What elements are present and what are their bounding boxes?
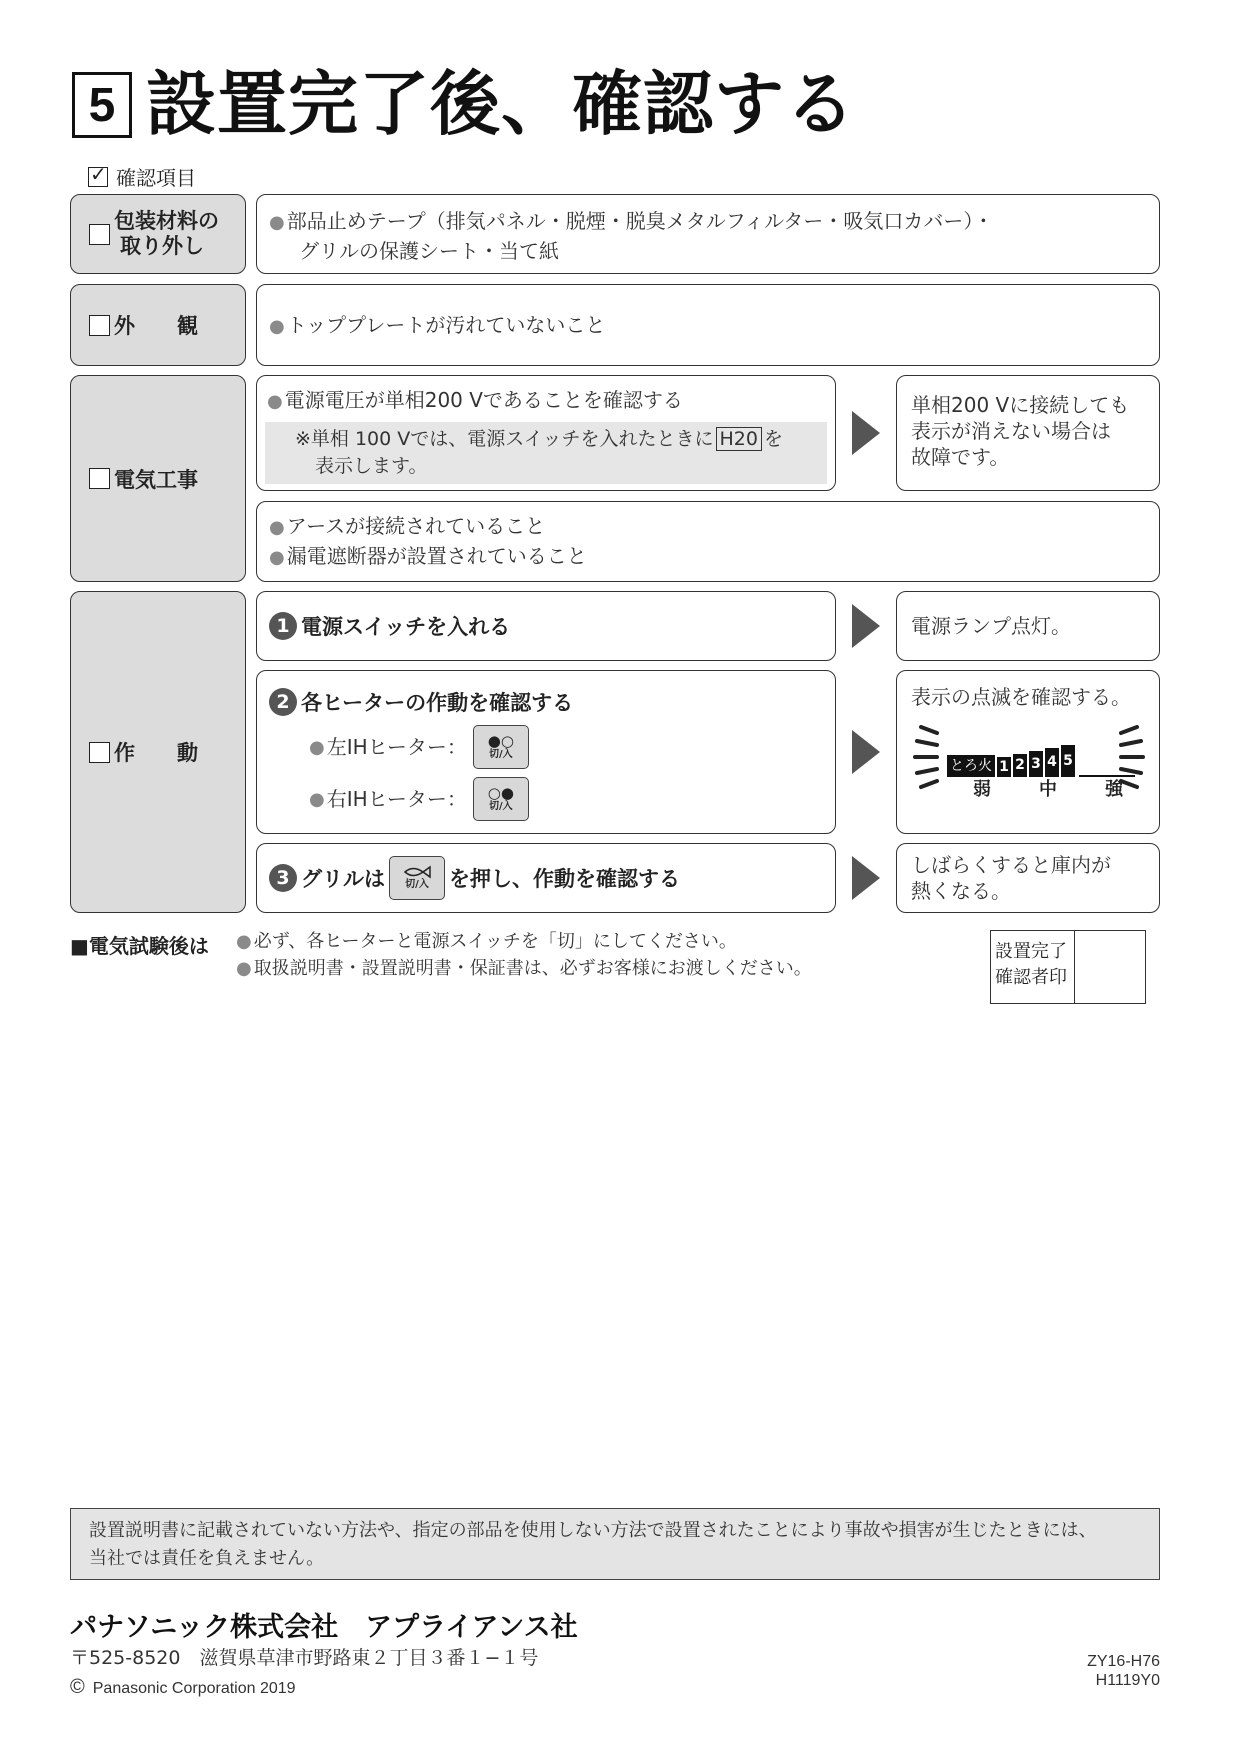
- checkbox-operation[interactable]: [89, 742, 110, 763]
- category-packing: [70, 194, 246, 274]
- arrow-right-icon: [852, 604, 880, 648]
- doc-code1: ZY16-H76: [1087, 1653, 1160, 1670]
- category-electrical: [70, 375, 246, 582]
- checkbox-checked-icon: ✓: [90, 161, 107, 186]
- left-heater-label: 左IHヒーター：: [326, 735, 467, 759]
- bullet-icon: ●: [236, 931, 252, 952]
- arrow-right-icon: [852, 730, 880, 774]
- section-number: 5: [88, 78, 116, 132]
- fish-icon: [403, 865, 431, 879]
- right-key-label: 切/入: [489, 801, 513, 812]
- step3-result-line2: 熱くなる。: [911, 879, 1011, 903]
- section-number-box: [72, 72, 132, 138]
- blink-rays-left-icon: [907, 725, 943, 795]
- bullet-icon: ●: [269, 316, 285, 337]
- left-heater-key-icon: [473, 725, 529, 769]
- bullet-icon: ●: [309, 788, 325, 810]
- step3-result-line1: しばらくすると庫内が: [911, 853, 1111, 877]
- voltage-result-line1: 単相200 Vに接続しても: [911, 393, 1130, 417]
- note-line2: 表示します。: [315, 455, 428, 477]
- company-name: パナソニック株式会社 アプライアンス社: [70, 1612, 578, 1643]
- stamp-box: [990, 930, 1146, 1004]
- voltage-note: [265, 422, 827, 484]
- note-pre: ※単相 100 Vでは、電源スイッチを入れたときに: [295, 428, 714, 450]
- level-segment-4: 4: [1045, 748, 1059, 777]
- arrow-right-icon: [852, 856, 880, 900]
- step3-result-box: [896, 843, 1160, 913]
- voltage-result-line3: 故障です。: [911, 445, 1010, 469]
- checklist-label: 確認項目: [116, 166, 196, 190]
- after-test-line2: 取扱説明書・設置説明書・保証書は、必ずお客様にお渡しください。: [253, 958, 812, 979]
- left-key-label: 切/入: [489, 749, 513, 760]
- category-operation: [70, 591, 246, 913]
- step3-box: [256, 843, 836, 913]
- copyright-text: Panasonic Corporation 2019: [92, 1680, 296, 1697]
- level-segments: [995, 745, 1075, 777]
- grill-key-label: 切/入: [405, 879, 429, 890]
- packing-line1: 部品止めテープ（排気パネル・脱煙・脱臭メタルフィルター・吸気口カバー）・: [286, 209, 994, 233]
- stamp-field[interactable]: [1075, 931, 1145, 1003]
- company-address: 〒525-8520 滋賀県草津市野路東２丁目３番１−１号: [70, 1647, 539, 1669]
- category-appearance-label: 外 観: [114, 314, 198, 338]
- step2-box: [256, 670, 836, 834]
- disclaimer-line1: 設置説明書に記載されていない方法や、指定の部品を使用しない方法で設置されたことにより事故や損害が生じたときには、: [89, 1520, 1097, 1541]
- simmer-label: とろ火: [947, 755, 995, 777]
- checklist-header: [88, 162, 196, 191]
- scale-weak: 弱: [973, 779, 991, 800]
- stamp-line2: 確認者印: [995, 967, 1067, 988]
- step1-text: 電源スイッチを入れる: [301, 615, 511, 639]
- level-segment-3: 3: [1029, 751, 1043, 777]
- bullet-icon: ●: [267, 391, 283, 412]
- voltage-check-box: [256, 375, 836, 491]
- level-segment-2: 2: [1013, 754, 1027, 777]
- step3-post: を押し、作動を確認する: [449, 867, 680, 891]
- copyright: [70, 1676, 296, 1699]
- stamp-label: [991, 931, 1075, 1003]
- step3-pre: グリルは: [301, 867, 385, 891]
- bullet-icon: ●: [236, 958, 252, 979]
- level-bar: [947, 745, 1135, 777]
- packing-detail-box: [256, 194, 1160, 274]
- breaker-text: 漏電遮断器が設置されていること: [286, 544, 587, 568]
- voltage-text: 電源電圧が単相200 Vであることを確認する: [284, 388, 683, 412]
- level-segment-1: 1: [997, 757, 1011, 777]
- level-scale: [973, 775, 1123, 801]
- step2-number: 2: [269, 688, 297, 716]
- checkbox-packing[interactable]: [89, 224, 110, 245]
- arrow-right-icon: [852, 411, 880, 455]
- category-appearance: [70, 284, 246, 366]
- copyright-icon: ©: [70, 1676, 85, 1698]
- bullet-icon: ●: [309, 736, 325, 758]
- disclaimer-box: [70, 1508, 1160, 1580]
- after-test-label: ■電気試験後は: [70, 934, 209, 958]
- left-key-symbol: ●○: [487, 732, 514, 750]
- checkbox-electrical[interactable]: [89, 468, 110, 489]
- voltage-result-box: [896, 375, 1160, 491]
- right-heater-key-icon: [473, 777, 529, 821]
- bullet-icon: ●: [269, 517, 285, 538]
- category-packing-line1: 包装材料の: [114, 209, 219, 233]
- heat-level-display: [911, 715, 1145, 815]
- earth-check-box: [256, 501, 1160, 582]
- step1-result-box: [896, 591, 1160, 661]
- step1-number: 1: [269, 612, 297, 640]
- level-segment-5: 5: [1061, 745, 1075, 777]
- document-codes: [1087, 1652, 1160, 1690]
- disclaimer-line2: 当社では責任を負えません。: [89, 1548, 325, 1569]
- scale-strong: 強: [1105, 779, 1123, 800]
- voltage-result-line2: 表示が消えない場合は: [911, 419, 1111, 443]
- right-key-symbol: ○●: [487, 784, 514, 802]
- after-test-notes: [236, 928, 812, 982]
- error-code-h20: H20: [716, 427, 762, 451]
- category-operation-label: 作 動: [114, 741, 198, 765]
- category-packing-line2: 取り外し: [120, 234, 204, 258]
- doc-code2: H1119Y0: [1095, 1672, 1160, 1689]
- step2-text: 各ヒーターの作動を確認する: [301, 691, 574, 715]
- after-test-line1: 必ず、各ヒーターと電源スイッチを「切」にしてください。: [253, 931, 737, 952]
- scale-mid: 中: [1039, 779, 1057, 800]
- step1-box: [256, 591, 836, 661]
- step2-result: 表示の点滅を確認する。: [911, 685, 1131, 709]
- bullet-icon: ●: [269, 547, 285, 568]
- appearance-detail-box: [256, 284, 1160, 366]
- note-post: を: [763, 428, 783, 450]
- packing-line2: グリルの保護シート・当て紙: [299, 239, 559, 263]
- level-empty-track: [1079, 755, 1135, 777]
- appearance-line1: トッププレートが汚れていないこと: [286, 313, 606, 337]
- grill-key-icon: [389, 856, 445, 900]
- earth-text: アースが接続されていること: [286, 514, 546, 538]
- step3-number: 3: [269, 864, 297, 892]
- step2-result-box: [896, 670, 1160, 834]
- page-title: 設置完了後、確認する: [146, 63, 856, 145]
- stamp-line1: 設置完了: [995, 941, 1067, 962]
- step1-result: 電源ランプ点灯。: [911, 614, 1071, 638]
- bullet-icon: ●: [269, 212, 285, 233]
- checkbox-appearance[interactable]: [89, 315, 110, 336]
- category-electrical-label: 電気工事: [114, 467, 198, 492]
- right-heater-label: 右IHヒーター：: [326, 787, 467, 811]
